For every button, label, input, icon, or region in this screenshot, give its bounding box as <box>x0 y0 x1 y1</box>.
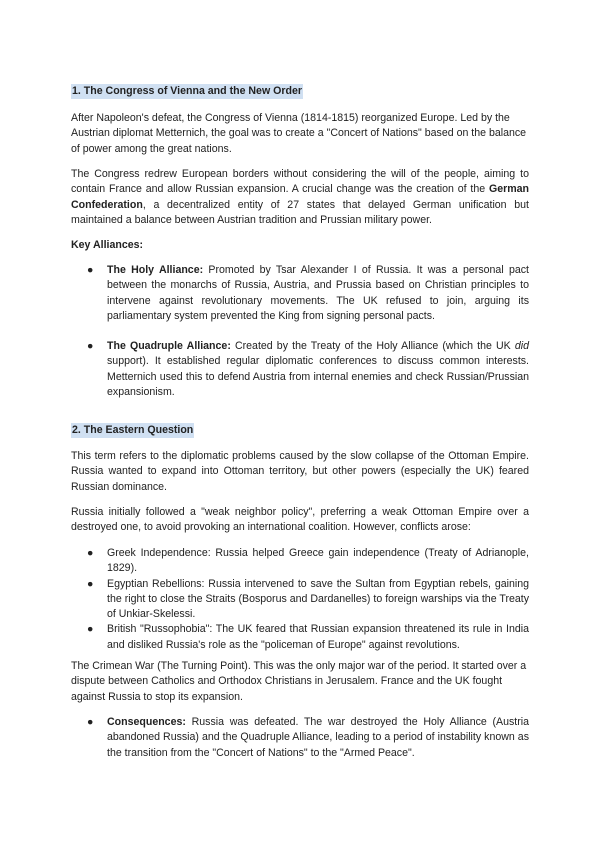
list-item-text: British "Russophobia": The UK feared that Russian expansion threatened its rule in India and disliked Russia's role as the "policeman of Europe" against revolutions. <box>107 623 529 651</box>
conflicts-list <box>71 546 529 653</box>
alliances-list <box>71 263 529 400</box>
list-item-consequences <box>71 715 529 761</box>
section-2-heading-line <box>71 423 529 438</box>
list-item-quadruple-alliance <box>71 339 529 400</box>
holy-alliance-text: Promoted by Tsar Alexander I of Russia. It was a personal pact between the monarchs of Russia, Austria, and Prussia based on Christian principles to intervene against revolutionary movements. The UK refused to join, arguing its parliamentary system prevented the King from signing personal pacts. <box>107 264 529 322</box>
list-item-british-russophobia <box>71 622 529 653</box>
key-alliances-heading: Key Alliances: <box>71 239 144 251</box>
section-1-intro-paragraph: After Napoleon's defeat, the Congress of Vienna (1814-1815) reorganized Europe. Led by the Austrian diplomat Metternich, the goal was to create a "Concert of Nations" based on the balance of power among the great nations. <box>71 112 527 155</box>
bullet-icon: ● <box>87 264 94 276</box>
consequences-text: Russia was defeated. The war destroyed the Holy Alliance (Austria abandoned Russia) and the Quadruple Alliance, leading to a period of instability known as the transition from the "Concert of Nations" to the "Armed Peace". <box>107 716 529 759</box>
bullet-icon: ● <box>87 623 94 636</box>
list-item-text: Egyptian Rebellions: Russia intervened to save the Sultan from Egyptian rebels, gaining the right to close the Straits (Bosporus and Dardanelles) to foreign warships via the Treaty of Unkiar-Skelessi. <box>107 577 529 621</box>
list-item-greek-independence <box>71 546 529 577</box>
bullet-icon: ● <box>87 340 94 353</box>
quadruple-alliance-emphasis: did <box>514 340 529 353</box>
quadruple-alliance-text-2: support). It established regular diplomatic conferences to discuss common interests. Metternich used this to defend Austria from internal enemies and check Russian/Prussian expansionism. <box>107 355 529 399</box>
list-item-holy-alliance <box>71 263 529 324</box>
section-2-heading: 2. The Eastern Question <box>71 423 194 438</box>
bullet-icon: ● <box>87 547 94 559</box>
consequences-list <box>71 715 529 761</box>
congress-text-before: The Congress redrew European borders without considering the will of the people, aiming to contain France and allow Russian expansion. A crucial change was the creation of the <box>71 168 529 196</box>
list-item-egyptian-rebellions <box>71 577 529 623</box>
quadruple-alliance-text-1: Created by the Treaty of the Holy Alliance (which the UK <box>230 340 515 353</box>
german-confederation-term: German Confederation <box>71 183 529 211</box>
list-item-text: Greek Independence: Russia helped Greece gain independence (Treaty of Adrianople, 1829). <box>107 547 529 575</box>
holy-alliance-term: The Holy Alliance: <box>107 264 204 276</box>
section-1-heading-line <box>71 84 529 99</box>
bullet-icon: ● <box>87 716 94 728</box>
section-1-heading: 1. The Congress of Vienna and the New Order <box>71 84 303 99</box>
congress-text-after: , a decentralized entity of 27 states that delayed German unification but maintained a balance between Austrian tradition and Prussian military power. <box>71 198 529 226</box>
section-1-congress-paragraph <box>71 167 529 228</box>
crimean-war-paragraph: The Crimean War (The Turning Point). This was the only major war of the period. It started over a dispute between Catholics and Orthodox Christians in Jerusalem. France and the UK fought against Russia to stop its expansion. <box>71 660 527 703</box>
consequences-term: Consequences: <box>107 716 186 728</box>
quadruple-alliance-term: The Quadruple Alliance: <box>107 340 231 353</box>
section-2-policy-paragraph: Russia initially followed a "weak neighbor policy", preferring a weak Ottoman Empire over a destroyed one, to avoid provoking an international coalition. However, conflicts arose: <box>71 506 529 534</box>
bullet-icon: ● <box>87 577 94 590</box>
section-2-intro-paragraph: This term refers to the diplomatic problems caused by the slow collapse of the Ottoman Empire. Russia wanted to expand into Ottoman territory, but other powers (especially the UK) feared Russian dominance. <box>71 450 529 493</box>
